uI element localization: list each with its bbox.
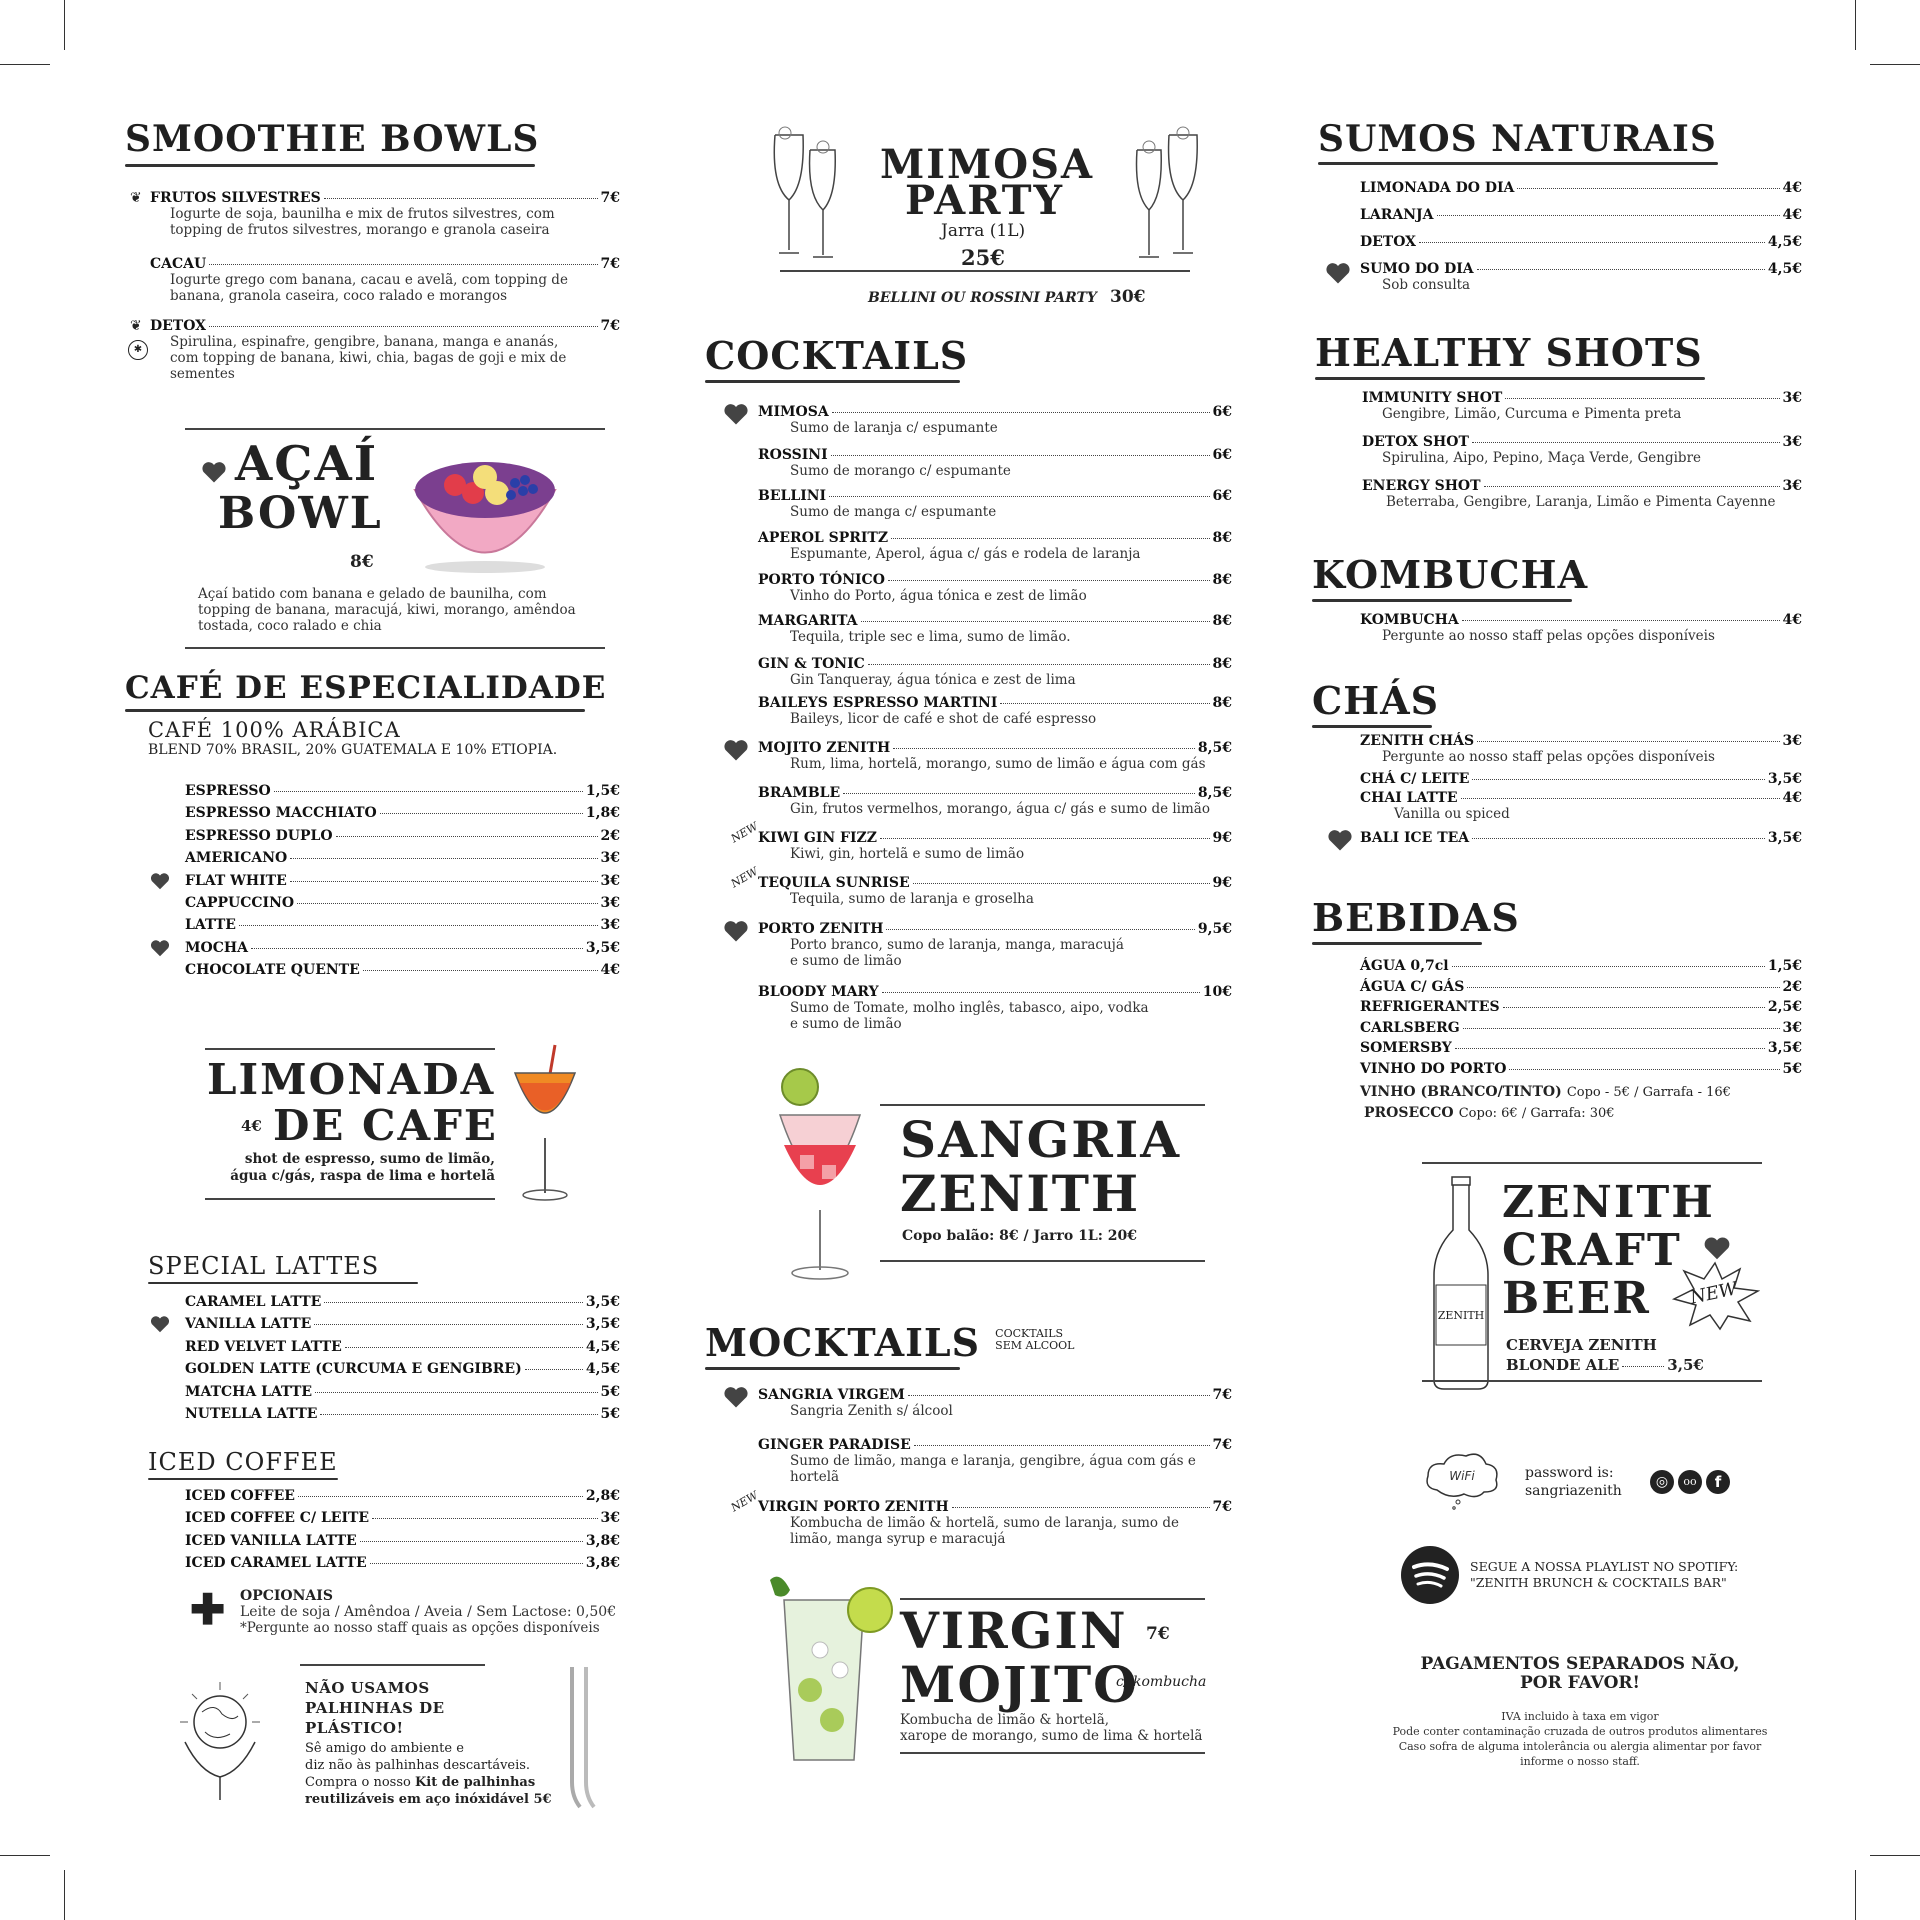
- dot-leader: [882, 992, 1200, 993]
- smoothie-section: [125, 118, 625, 167]
- title-underline: [125, 164, 535, 167]
- section-title: CHÁS: [1312, 678, 1440, 723]
- list-item: ICED CARAMEL LATTE 3,8€: [185, 1555, 620, 1572]
- beer-title-line1: ZENITH: [1502, 1177, 1715, 1228]
- gluten-free-icon: ✱: [128, 340, 148, 360]
- crop-mark: [64, 1870, 65, 1920]
- section-title: SUMOS NATURAIS: [1318, 118, 1717, 160]
- list-item: LARANJA 4€: [1360, 207, 1802, 223]
- list-item: CARAMEL LATTE 3,5€: [185, 1294, 620, 1310]
- shots-section: [1315, 330, 1815, 380]
- item-description: Sumo de Tomate, molho inglês, tabasco, aipo, vodka e sumo de limão: [790, 1000, 1149, 1032]
- list-item: DETOX SHOT 3€ Spirulina, Aipo, Pepino, Maça Verde, Gengibre: [1362, 434, 1802, 466]
- mocktails-section: [705, 1320, 1205, 1370]
- new-tag: NEW: [728, 1488, 761, 1515]
- item-price: 6€: [1212, 447, 1232, 463]
- list-item: CHOCOLATE QUENTE 4€: [185, 962, 620, 979]
- dot-leader: [893, 748, 1195, 749]
- divider: [205, 1198, 495, 1200]
- item-description: Iogurte de soja, baunilha e mix de frutos silvestres, com topping de frutos silvestres, morango e granola caseira: [170, 206, 555, 238]
- list-item: SOMERSBY 3,5€: [1360, 1040, 1802, 1056]
- divider: [780, 270, 1190, 272]
- tripadvisor-icon[interactable]: oo: [1678, 1470, 1702, 1494]
- beer-sub: CERVEJA ZENITH BLONDE ALE 3,5€: [1506, 1336, 1704, 1374]
- heart-icon: [1326, 826, 1354, 854]
- bellini-label: BELLINI OU ROSSINI PARTY: [868, 290, 1097, 306]
- cocktails-section: [705, 333, 1155, 383]
- limonada-title-line1: LIMONADA: [207, 1055, 496, 1104]
- item-description: Gin Tanqueray, água tónica e zest de lima: [790, 672, 1076, 688]
- list-item: ENERGY SHOT 3€ Beterraba, Gengibre, Laranja, Limão e Pimenta Cayenne: [1362, 478, 1802, 510]
- list-item: LIMONADA DO DIA 4€: [1360, 180, 1802, 196]
- list-item: [758, 1387, 1232, 1419]
- spotify-icon[interactable]: [1400, 1545, 1460, 1605]
- list-item: AMERICANO 3€: [185, 850, 620, 867]
- footer-section: [1360, 1655, 1800, 1769]
- wifi-text: password is: sangriazenith: [1525, 1465, 1622, 1499]
- title-underline: [1318, 162, 1718, 165]
- item-name: PORTO ZENITH: [758, 921, 884, 937]
- item-name: ROSSINI: [758, 447, 828, 463]
- list-item: REFRIGERANTES 2,5€: [1360, 999, 1802, 1015]
- list-item: [758, 488, 1232, 520]
- item-description: Tequila, triple sec e lima, sumo de limão.: [790, 629, 1071, 645]
- list-item: [758, 1437, 1232, 1485]
- item-price: 8€: [1212, 613, 1232, 629]
- item-description: Sumo de morango c/ espumante: [790, 463, 1011, 479]
- mimosa-jarra: Jarra (1L): [941, 221, 1026, 241]
- item-name: BLOODY MARY: [758, 984, 879, 1000]
- list-item: KOMBUCHA 4€ Pergunte ao nosso staff pelas opções disponíveis: [1360, 612, 1802, 644]
- list-item: [758, 613, 1232, 645]
- dot-leader: [891, 538, 1209, 539]
- item-price: 7€: [1212, 1437, 1232, 1453]
- new-tag: NEW: [728, 819, 761, 846]
- footer-notes: IVA incluido à taxa em vigor Pode conter contaminação cruzada de outros produtos alimentares Caso sofra de alguma intolerância ou alergia alimentar por favor informe o nosso staff.: [1392, 1710, 1768, 1768]
- kombucha-section: [1312, 552, 1812, 602]
- section-title: COCKTAILS: [705, 333, 969, 378]
- list-item: [130, 318, 620, 382]
- list-item: BALI ICE TEA 3,5€: [1360, 830, 1802, 846]
- beer-title-line3: BEER: [1502, 1273, 1651, 1324]
- divider: [205, 1048, 495, 1050]
- item-description: Sangria Zenith s/ álcool: [790, 1403, 953, 1419]
- dot-leader: [914, 1445, 1210, 1446]
- item-price: 10€: [1202, 984, 1232, 1000]
- heart-icon: [722, 917, 750, 945]
- bebidas-list: [1360, 958, 1802, 1122]
- item-price: 8€: [1212, 530, 1232, 546]
- list-item: [758, 785, 1232, 817]
- acai-price: 8€: [350, 552, 374, 572]
- dot-leader: [952, 1507, 1210, 1508]
- list-item: [758, 447, 1232, 479]
- chas-section: [1312, 678, 1812, 728]
- list-item: CHÁ C/ LEITE 3,5€: [1360, 771, 1802, 787]
- opcionais-line2: *Pergunte ao nosso staff quais as opções disponíveis: [240, 1620, 600, 1636]
- crop-mark: [64, 0, 65, 50]
- heart-icon: [722, 736, 750, 764]
- dot-leader: [861, 621, 1210, 622]
- list-item: IMMUNITY SHOT 3€ Gengibre, Limão, Curcuma e Pimenta preta: [1362, 390, 1802, 422]
- crop-mark: [1870, 64, 1920, 65]
- heart-icon: [1324, 259, 1352, 287]
- dot-leader: [888, 580, 1210, 581]
- title-underline: [1312, 725, 1432, 728]
- list-item: PROSECCO Copo: 6€ / Garrafa: 30€: [1364, 1104, 1615, 1121]
- item-name: GINGER PARADISE: [758, 1437, 911, 1453]
- list-item: [758, 656, 1232, 688]
- opcionais-title: OPCIONAIS: [240, 1588, 333, 1604]
- item-name: BELLINI: [758, 488, 827, 504]
- bellini-party: [868, 287, 1146, 307]
- list-item: [728, 1488, 1232, 1547]
- limonada-description: shot de espresso, sumo de limão, água c/gás, raspa de lima e hortelã: [230, 1151, 495, 1184]
- item-description: Gin, frutos vermelhos, morango, água c/ gás e sumo de limão: [790, 801, 1210, 817]
- heart-icon: [149, 1313, 171, 1335]
- new-tag: NEW: [728, 864, 761, 891]
- acai-title-line2: BOWL: [218, 488, 383, 539]
- special-lattes-section: [148, 1252, 618, 1284]
- divider: [1422, 1380, 1762, 1382]
- item-name: BRAMBLE: [758, 785, 841, 801]
- bebidas-section: [1312, 895, 1812, 945]
- facebook-icon[interactable]: f: [1706, 1470, 1730, 1494]
- dot-leader: [886, 929, 1194, 930]
- title-underline: [125, 709, 585, 712]
- item-name: MARGARITA: [758, 613, 858, 629]
- smoothie-list: [130, 190, 620, 382]
- dot-leader: [868, 664, 1210, 665]
- item-price: 6€: [1212, 404, 1232, 420]
- list-item: [758, 921, 1232, 969]
- list-item: [728, 819, 1232, 862]
- list-item: LATTE 3€: [185, 917, 620, 934]
- item-name: APEROL SPRITZ: [758, 530, 889, 546]
- list-item: VANILLA LATTE 3,5€: [185, 1316, 620, 1338]
- section-title: ICED COFFEE: [148, 1448, 338, 1476]
- wifi-cloud-icon: [1422, 1450, 1502, 1510]
- section-title: SPECIAL LATTES: [148, 1252, 380, 1280]
- item-price: 7€: [600, 256, 620, 272]
- dot-leader: [209, 326, 597, 327]
- list-item: MATCHA LATTE 5€: [185, 1383, 620, 1400]
- list-item: [758, 530, 1232, 562]
- divider: [185, 647, 605, 649]
- opcionais-section: [190, 1585, 630, 1636]
- item-description: Porto branco, sumo de laranja, manga, maracujá e sumo de limão: [790, 937, 1124, 969]
- item-price: 8€: [1212, 572, 1232, 588]
- item-name: PORTO TÓNICO: [758, 572, 885, 588]
- list-item: [150, 256, 620, 304]
- list-item: RED VELVET LATTE 4,5€: [185, 1338, 620, 1355]
- earth-hands-icon: [160, 1672, 280, 1802]
- wifi-section: [1422, 1450, 1762, 1520]
- sumos-section: [1318, 118, 1818, 165]
- section-title: HEALTHY SHOTS: [1315, 330, 1703, 375]
- title-underline: [1315, 377, 1705, 380]
- vegan-leaf-icon: ❦: [130, 318, 142, 334]
- heart-icon: [1702, 1233, 1732, 1263]
- mojito-title-line2: MOJITO: [900, 1655, 1139, 1714]
- item-description: Baileys, licor de café e shot de café espresso: [790, 711, 1097, 727]
- divider: [900, 1752, 1205, 1754]
- list-item: VINHO DO PORTO 5€: [1360, 1060, 1802, 1077]
- item-description: Spirulina, espinafre, gengibre, banana, manga e ananás, com topping de banana, kiwi, chia, bagas de goji e mix de sementes: [170, 334, 567, 382]
- dot-leader: [829, 496, 1209, 497]
- steel-straws-icon: [560, 1662, 600, 1812]
- chas-list: [1360, 733, 1802, 846]
- dot-leader: [908, 1395, 1210, 1396]
- sangria-glass-illustration: [770, 1065, 870, 1285]
- item-price: 6€: [1212, 488, 1232, 504]
- list-item: GOLDEN LATTE (CURCUMA E GENGIBRE) 4,5€: [185, 1361, 620, 1378]
- mojito-note: c/ kombucha: [1116, 1674, 1207, 1690]
- list-item: ÁGUA 0,7cl 1,5€: [1360, 958, 1802, 974]
- item-description: Kiwi, gin, hortelã e sumo de limão: [790, 846, 1025, 862]
- item-description: Iogurte grego com banana, cacau e avelã, com topping de banana, granola caseira, coco ralado e morangos: [170, 272, 568, 304]
- sumos-list: [1360, 180, 1802, 293]
- item-description: Rum, lima, hortelã, morango, sumo de limão e água com gás: [790, 756, 1206, 772]
- spotify-text: SEGUE A NOSSA PLAYLIST NO SPOTIFY: "ZENITH BRUNCH & COCKTAILS BAR": [1470, 1559, 1739, 1590]
- crop-mark: [0, 1855, 50, 1856]
- acai-bowl-illustration: [405, 445, 565, 575]
- heart-icon: [722, 400, 750, 428]
- item-name: GIN & TONIC: [758, 656, 865, 672]
- cafe-blend: BLEND 70% BRASIL, 20% GUATEMALA E 10% ETIOPIA.: [148, 742, 558, 758]
- cocktail-glass-illustration: [505, 1043, 585, 1213]
- kombucha-list: [1360, 612, 1802, 644]
- dot-leader: [832, 412, 1210, 413]
- crop-mark: [1855, 1870, 1856, 1920]
- item-price: 8,5€: [1197, 785, 1232, 801]
- item-name: VIRGIN PORTO ZENITH: [758, 1499, 949, 1515]
- list-item: [758, 404, 1232, 436]
- list-item: DETOX 4,5€: [1360, 234, 1802, 250]
- limonada-title-line2: DE CAFE: [273, 1101, 498, 1150]
- list-item: ESPRESSO DUPLO 2€: [185, 827, 620, 844]
- title-underline: [1312, 599, 1572, 602]
- item-description: Sumo de laranja c/ espumante: [790, 420, 998, 436]
- mojito-title-line1: VIRGIN: [900, 1601, 1128, 1660]
- bellini-price: 30€: [1110, 287, 1146, 307]
- mimosa-title-line2: PARTY: [905, 177, 1065, 224]
- list-item: ICED COFFEE 2,8€: [185, 1488, 620, 1504]
- list-item: CARLSBERG 3€: [1360, 1019, 1802, 1036]
- item-description: Kombucha de limão & hortelã, sumo de laranja, sumo de limão, manga syrup e maracujá: [790, 1515, 1179, 1547]
- section-title: CAFÉ DE ESPECIALIDADE: [125, 670, 607, 706]
- divider: [1422, 1162, 1762, 1164]
- acai-description: Açaí batido com banana e gelado de baunilha, com topping de banana, maracujá, kiwi, morango, amêndoa tostada, coco ralado e chia: [198, 586, 576, 634]
- instagram-icon[interactable]: ◎: [1650, 1470, 1674, 1494]
- sangria-title-line2: ZENITH: [900, 1164, 1141, 1223]
- list-item: MOCHA 3,5€: [185, 940, 620, 962]
- iced-coffee-list: [185, 1488, 620, 1578]
- limonada-cafe-section: [205, 1055, 625, 1205]
- heart-icon: [149, 937, 171, 959]
- opcionais-line1: Leite de soja / Amêndoa / Aveia / Sem Lactose: 0,50€: [240, 1604, 617, 1620]
- list-item: CAPPUCCINO 3€: [185, 894, 620, 911]
- list-item: [758, 984, 1232, 1032]
- dot-leader: [209, 264, 597, 265]
- champagne-glasses-right-icon: [1117, 125, 1207, 265]
- acai-section: [190, 436, 620, 650]
- limonada-price: 4€: [241, 1117, 262, 1135]
- list-item: ESPRESSO 1,5€: [185, 783, 620, 799]
- list-item: [758, 695, 1232, 727]
- item-description: Sumo de manga c/ espumante: [790, 504, 997, 520]
- item-price: 9€: [1212, 875, 1232, 891]
- section-title: MOCKTAILS: [705, 1320, 981, 1365]
- item-name: CACAU: [150, 256, 207, 272]
- mojito-price: 7€: [1146, 1624, 1170, 1644]
- section-title: SMOOTHIE BOWLS: [125, 118, 540, 160]
- dot-leader: [324, 198, 598, 199]
- item-name: TEQUILA SUNRISE: [758, 875, 910, 891]
- list-item: ÁGUA C/ GÁS 2€: [1360, 978, 1802, 995]
- cafe-list: [185, 783, 620, 985]
- mimosa-title-line1: MIMOSA: [880, 141, 1095, 188]
- heart-icon: [149, 870, 171, 892]
- list-item: NUTELLA LATTE 5€: [185, 1405, 620, 1422]
- cafe-section: [125, 670, 625, 758]
- beer-bottle-illustration: [1426, 1175, 1496, 1395]
- mocktails-note: COCKTAILS SEM ALCOOL: [995, 1327, 1075, 1352]
- item-price: 7€: [600, 318, 620, 334]
- item-price: 8,5€: [1197, 740, 1232, 756]
- spotify-section: [1400, 1545, 1800, 1615]
- title-underline: [148, 1282, 418, 1284]
- palhinhas-title: NÃO USAMOS PALHINHAS DE PLÁSTICO!: [305, 1679, 445, 1737]
- vegan-leaf-icon: ❦: [130, 190, 142, 206]
- item-description: Tequila, sumo de laranja e groselha: [790, 891, 1034, 907]
- palhinhas-section: [160, 1662, 620, 1822]
- list-item: [758, 740, 1232, 772]
- list-item: ICED VANILLA LATTE 3,8€: [185, 1532, 620, 1549]
- item-name: MOJITO ZENITH: [758, 740, 891, 756]
- mimosa-price: 25€: [961, 245, 1005, 270]
- dot-leader: [1000, 703, 1209, 704]
- beer-section: [1420, 1165, 1820, 1395]
- crop-mark: [1870, 1855, 1920, 1856]
- item-description: Sumo de limão, manga e laranja, gengibre, água com gás e hortelã: [790, 1453, 1196, 1485]
- crop-mark: [1855, 0, 1856, 50]
- item-name: DETOX: [150, 318, 207, 334]
- dot-leader: [880, 838, 1210, 839]
- item-price: 7€: [600, 190, 620, 206]
- item-name: BAILEYS ESPRESSO MARTINI: [758, 695, 998, 711]
- dot-leader: [831, 455, 1210, 456]
- dot-leader: [843, 793, 1195, 794]
- list-item: ESPRESSO MACCHIATO 1,8€: [185, 805, 620, 822]
- list-item: [130, 190, 620, 238]
- item-price: 8€: [1212, 695, 1232, 711]
- cafe-subtitle: CAFÉ 100% ARÁBICA: [148, 718, 401, 742]
- plus-icon: ✚: [190, 1585, 226, 1634]
- palhinhas-text: Sê amigo do ambiente e diz não às palhinhas descartáveis. Compra o nosso Kit de palhinhas reutilizáveis em aço inóxidável 5€: [305, 1741, 552, 1807]
- item-price: 9,5€: [1197, 921, 1232, 937]
- item-price: 7€: [1212, 1499, 1232, 1515]
- title-underline: [1312, 942, 1482, 945]
- special-lattes-list: [185, 1294, 620, 1428]
- list-item: [758, 572, 1232, 604]
- mojito-glass-illustration: [760, 1570, 900, 1780]
- list-item: FLAT WHITE 3€: [185, 873, 620, 895]
- dot-leader: [913, 883, 1210, 884]
- item-price: 8€: [1212, 656, 1232, 672]
- item-description: Vinho do Porto, água tónica e zest de limão: [790, 588, 1087, 604]
- virgin-mojito-section: [760, 1570, 1230, 1780]
- item-name: MIMOSA: [758, 404, 829, 420]
- divider: [880, 1260, 1205, 1262]
- bottle-label-text: ZENITH: [1437, 1309, 1485, 1322]
- heart-icon: [200, 458, 228, 486]
- list-item: ICED COFFEE C/ LEITE 3€: [185, 1510, 620, 1527]
- champagne-glasses-left-icon: [765, 125, 855, 265]
- title-underline: [705, 1367, 960, 1370]
- title-underline: [148, 1478, 338, 1480]
- iced-coffee-section: [148, 1448, 618, 1480]
- footer-title: PAGAMENTOS SEPARADOS NÃO, POR FAVOR!: [1420, 1654, 1740, 1693]
- list-item: SUMO DO DIA 4,5€ Sob consulta: [1360, 261, 1802, 293]
- heart-icon: [722, 1383, 750, 1411]
- crop-mark: [0, 64, 50, 65]
- list-item: CHAI LATTE 4€ Vanilla ou spiced: [1360, 790, 1802, 822]
- beer-title-line2: CRAFT: [1502, 1225, 1682, 1276]
- section-title: KOMBUCHA: [1312, 552, 1589, 597]
- item-price: 7€: [1212, 1387, 1232, 1403]
- sangria-title-line1: SANGRIA: [900, 1110, 1182, 1169]
- section-title: BEBIDAS: [1312, 895, 1520, 940]
- title-underline: [705, 380, 960, 383]
- svg-text:WiFi: WiFi: [1449, 1469, 1475, 1483]
- mojito-description: Kombucha de limão & hortelã, xarope de morango, sumo de lima & hortelã: [900, 1712, 1203, 1744]
- item-name: SANGRIA VIRGEM: [758, 1387, 905, 1403]
- item-price: 9€: [1212, 830, 1232, 846]
- item-name: KIWI GIN FIZZ: [758, 830, 877, 846]
- list-item: [728, 864, 1232, 907]
- list-item: VINHO (BRANCO/TINTO) Copo - 5€ / Garrafa - 16€: [1360, 1084, 1731, 1100]
- list-item: ZENITH CHÁS 3€ Pergunte ao nosso staff pelas opções disponíveis: [1360, 733, 1802, 765]
- acai-title-line1: AÇAÍ: [235, 436, 379, 492]
- item-name: FRUTOS SILVESTRES: [150, 190, 321, 206]
- new-badge-label: NEW: [1688, 1278, 1740, 1309]
- sangria-prices: Copo balão: 8€ / Jarro 1L: 20€: [902, 1228, 1137, 1244]
- shots-list: [1362, 390, 1802, 522]
- divider: [185, 428, 605, 430]
- item-description: Espumante, Aperol, água c/ gás e rodela de laranja: [790, 546, 1141, 562]
